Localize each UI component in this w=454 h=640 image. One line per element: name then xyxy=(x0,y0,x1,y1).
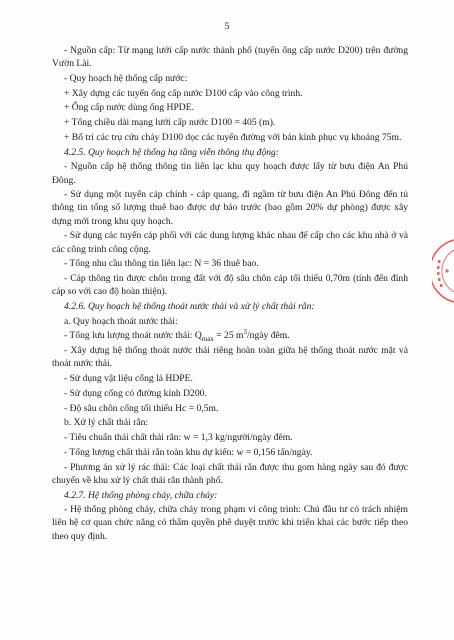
paragraph: - Cáp thông tin được chôn trong đất với độ sâu chôn cáp tối thiểu 0,70m (tính đến đỉnh cáp so với cao độ hoàn thiện). xyxy=(52,273,408,298)
paragraph: + Bố trí các trụ cứu cháy D100 dọc các tuyến đường với bán kính phục vụ khoảng 75m. xyxy=(64,131,402,143)
red-seal-stamp-fragment xyxy=(432,236,454,306)
paragraph: - Nguồn cấp hệ thống thông tin liên lạc khu quy hoạch được lấy từ bưu điện An Phú Đông. xyxy=(52,161,408,186)
paragraph: - Tổng lượng chất thải rắn toàn khu dự kiến: w = 0,156 tấn/ngày. xyxy=(64,446,313,458)
formula-part-post: /ngày đêm. xyxy=(246,330,290,342)
section-heading: 4.2.6. Quy hoạch hệ thống thoát nước thải và xử lý chất thải rắn: xyxy=(64,300,315,312)
section-heading: 4.2.5. Quy hoạch hệ thống hạ tầng viễn thông thụ động: xyxy=(64,146,280,158)
formula-part-pre: - Tổng lưu lượng thoát nước thải: Q xyxy=(64,330,202,342)
formula-part-mid: = 25 m xyxy=(213,330,244,342)
paragraph: - Độ sâu chôn cống tối thiểu Hc = 0,5m. xyxy=(64,402,219,414)
paragraph: - Sử dụng cống có đường kính D200. xyxy=(64,387,207,399)
paragraph: - Quy hoạch hệ thống cấp nước: xyxy=(64,72,188,84)
paragraph: - Sử dụng vật liệu cống là HDPE. xyxy=(64,373,193,385)
paragraph: - Tổng nhu cầu thông tin liên lạc: N = 36 thuê bao. xyxy=(64,258,259,270)
paragraph: - Sử dụng một tuyến cáp chính - cáp quang, đi ngầm từ bưu điện An Phú Đông đến tủ thông tin tổng số lượng thuê bao được dự báo trước (bao gồm 20% dự phòng) được xây dựng mới trong khu quy hoạch. xyxy=(52,189,408,227)
section-heading: 4.2.7. Hệ thống phòng cháy, chữa cháy: xyxy=(64,489,218,501)
paragraph: - Tiêu chuẩn thải chất thải rắn: w = 1,3 kg/người/ngày đêm. xyxy=(64,432,293,444)
paragraph: + Xây dựng các tuyến ống cấp nước D100 cấp vào công trình. xyxy=(64,87,303,99)
formula-part-sup: 3 xyxy=(243,328,247,337)
page-number: 5 xyxy=(224,22,230,32)
paragraph: - Phương án xử lý rác thải: Các loại chất thải rắn được thu gom hàng ngày sau đó được chuyển về khu xử lý chất thải rắn thành phố. xyxy=(52,461,408,486)
paragraph xyxy=(52,329,408,342)
paragraph: - Nguồn cấp: Từ mạng lưới cấp nước thành phố (tuyến ống cấp nước D200) trên đường Vườn Lài. xyxy=(52,45,408,70)
paragraph: - Xây dựng hệ thống thoát nước thải riêng hoàn toàn giữa hệ thống thoát nước mặt và thoát nước thải. xyxy=(52,345,408,370)
paragraph: a. Quy hoạch thoát nước thải: xyxy=(64,315,178,327)
paragraph: b. Xử lý chất thải rắn: xyxy=(64,417,149,429)
paragraph: + Tổng chiều dài mạng lưới cấp nước D100 = 405 (m). xyxy=(64,117,276,129)
document-body xyxy=(52,44,408,544)
formula-part-sub: max xyxy=(201,335,214,344)
paragraph: - Sử dụng các tuyến cáp phối với các dung lượng khác nhau để cấp cho các khu nhà ở và các công trình công cộng. xyxy=(52,230,408,255)
paragraph: - Hệ thống phòng cháy, chữa cháy trong phạm vi công trình: Chủ đầu tư có trách nhiệm liên hệ cơ quan chức năng có thẩm quyền phê duyệt trước khi triển khai các bước tiếp theo theo quy định. xyxy=(52,504,408,542)
paragraph: + Ống cấp nước dùng ống HPDE. xyxy=(64,102,194,114)
